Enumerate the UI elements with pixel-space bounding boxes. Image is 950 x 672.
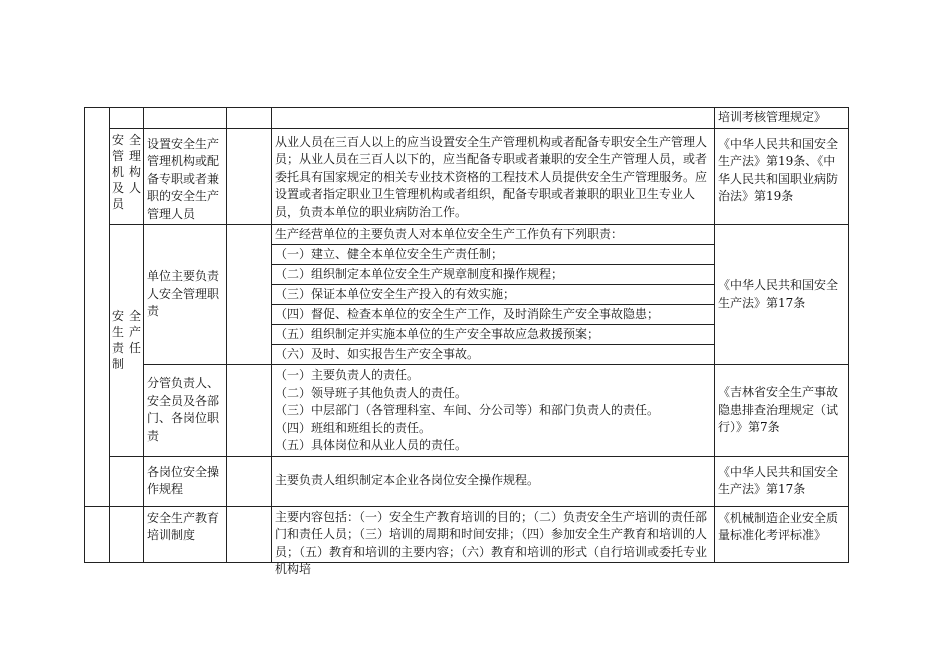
table-row (85, 225, 849, 365)
duty-item: （五）组织制定并实施本单位的生产安全事故应急救援预案； (272, 325, 714, 345)
item-cell: 设置安全生产管理机构或配备专职或者兼职的安全生产管理人员 (144, 128, 227, 225)
duty-intro: 生产经营单位的主要负责人对本单位安全生产工作负有下列职责： (272, 225, 714, 245)
duty-item: （三）保证本单位安全生产投入的有效实施； (272, 285, 714, 305)
duty-item: （二）组织制定本单位安全生产规章制度和操作规程； (272, 265, 714, 285)
basis-cell: 《机械制造企业安全质量标准化考评标准》 (715, 506, 849, 562)
basis-cell: 《中华人民共和国安全生产法》第19条、《中华人民共和国职业病防治法》第19条 (715, 128, 849, 225)
duty-item: （二）领导班子其他负责人的责任。 (275, 385, 468, 400)
item-cell: 各岗位安全操作规程 (144, 456, 227, 506)
requirement-cell: 主要内容包括：（一）安全生产教育培训的目的；（二）负责安全生产培训的责任部门和责任人员；（三）培训的周期和时间安排；（四）参加安全生产教育和培训的人员；（五）教育和培训的主要内容；（六）教育和培训的形式（自行培训或委托专业机构培 (272, 506, 715, 562)
duty-item: （五）具体岗位和从业人员的责任。 (275, 438, 468, 452)
table-row (85, 456, 849, 506)
table-row (85, 128, 849, 225)
basis-cell: 《中华人民共和国安全生产法》第17条 (715, 225, 849, 365)
table-row (85, 108, 849, 129)
duty-item: （一）建立、健全本单位安全生产责任制； (272, 245, 714, 265)
item-cell: 单位主要负责人安全管理职责 (144, 225, 227, 365)
requirement-cell (272, 225, 715, 365)
table-row (85, 365, 849, 457)
duty-item: （三）中层部门（各管理科室、车间、分公司等）和部门负责人的责任。 (275, 403, 660, 417)
category-cell-safety-staff: 安 全 管 理 机 构 及 人 员 (110, 128, 144, 225)
basis-cell: 培训考核管理规定》 (715, 108, 849, 129)
item-cell: 安全生产教育培训制度 (144, 506, 227, 562)
requirement-cell: 从业人员在三百人以上的应当设置安全生产管理机构或者配备专职安全生产管理人员；从业人员在三百人以下的，应当配备专职或者兼职的安全生产管理人员，或者委托具有国家规定的相关专业技术资格的工程技术人员提供安全生产管理服务。应设置或者指定职业卫生管理机构或者组织，配备专职或者兼职的职业卫生专业人员，负责本单位的职业病防治工作。 (272, 128, 715, 225)
category-cell-responsibility: 安 全 生 产 责 任 制 (110, 225, 144, 457)
duty-item: （一）主要负责人的责任。 (275, 368, 420, 382)
duty-item: （六）及时、如实报告生产安全事故。 (275, 347, 480, 361)
basis-cell: 《吉林省安全生产事故隐患排查治理规定（试行）》第7条 (715, 365, 849, 457)
duty-item: （四）班组和班组长的责任。 (275, 420, 432, 435)
basis-cell: 《中华人民共和国安全生产法》第17条 (715, 456, 849, 506)
requirement-cell: 主要负责人组织制定本企业各岗位安全操作规程。 (272, 456, 715, 506)
duty-item: （四）督促、检查本单位的安全生产工作，及时消除生产安全事故隐患； (272, 305, 714, 325)
item-cell: 分管负责人、安全员及各部门、各岗位职责 (144, 365, 227, 457)
safety-standards-table (84, 107, 849, 576)
table-row (85, 506, 849, 562)
requirement-cell (272, 365, 715, 457)
